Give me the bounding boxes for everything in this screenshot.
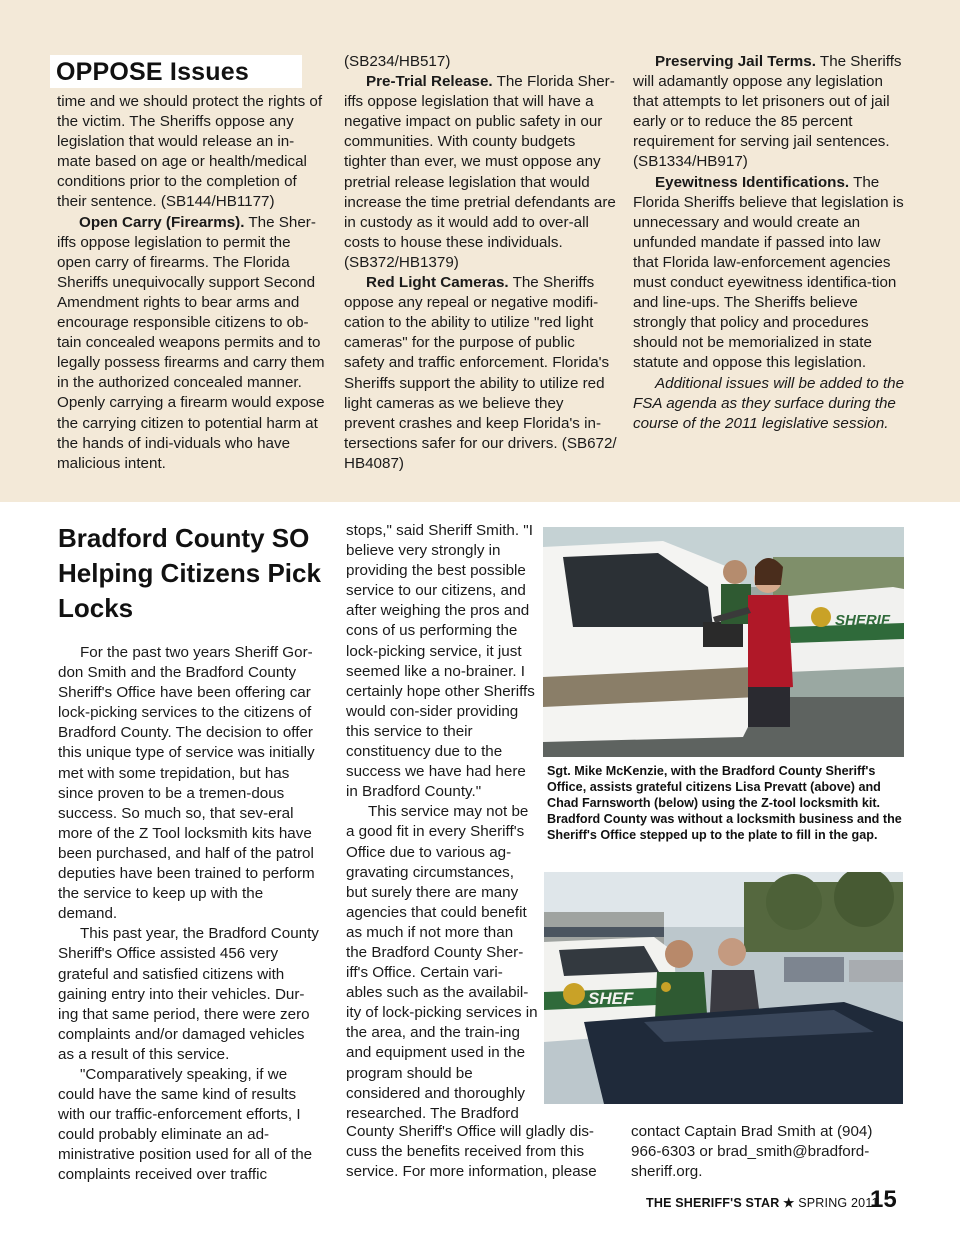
issue-season: SPRING 2011 — [798, 1196, 879, 1210]
article-column-2 — [346, 521, 538, 1124]
eyewitness-text: The Florida Sheriffs believe that legislation is unnecessary and would create an unfunded mandate if passed into law that Florida law-enforcement agencies must conduct eyewitness identifica-tion and line-ups. The Sheriffs believe strongly that policy and procedures should not be memorialized in state statute and oppose this legislation. — [633, 173, 904, 372]
open-carry-text: The Sher-iffs oppose legislation to permit the open carry of firearms. The Florida Sheriffs unequivocally support Second Amendment rights to bear arms and encourage responsible citizens to ob-tain concealed weapons permits and to legally possess firearms and carry them in the authorized concealed manner. Openly carrying a firearm would expose the carrying citizen to potential harm at the hands of indi-viduals who have malicious intent. — [57, 213, 325, 472]
oppose-paragraph — [633, 52, 909, 173]
additional-issues-note: Additional issues will be added to the FSA agenda as they surface during the course of the 2011 legislative session. — [633, 374, 905, 432]
oppose-paragraph — [57, 213, 325, 474]
photo-chad-farnsworth — [544, 872, 903, 1104]
star-icon: ★ — [783, 1196, 795, 1210]
footer-publication — [646, 1195, 879, 1210]
oppose-column-3 — [633, 52, 909, 434]
photo-caption: Sgt. Mike McKenzie, with the Bradford County Sheriff's Office, assists grateful citizens Lisa Prevatt (above) and Chad Farnsworth (below) using the Z-tool locksmith kit. Bradford County was without a locksmith business and the Sheriff's Office stepped up to the plate to fill in the gap. — [547, 764, 902, 842]
red-light-lead: Red Light Cameras. — [366, 274, 509, 292]
oppose-heading: OPPOSE Issues — [56, 58, 249, 86]
eyewitness-lead: Eyewitness Identifications. — [655, 173, 850, 191]
jail-terms-text: The Sheriffs will adamantly oppose any legislation that attempts to let prisoners out of jail early or to reduce the 85 percent requirement for serving jail sentences. (SB1334/HB917) — [633, 53, 902, 171]
article-paragraph: County Sheriff's Office will gladly dis-cuss the benefits received from this service. For more information, please — [346, 1123, 597, 1181]
red-light-text: The Sheriffs oppose any repeal or negative modifi-cation to the ability to utilize "red light cameras" for the purpose of public safety and traffic enforcement. Florida's Sheriffs support the ability to utilize red light cameras as we believe they prevent crashes and keep Florida's in-tersections safer for our drivers. (SB672/ HB4087) — [344, 274, 617, 472]
article-column-3 — [631, 1122, 901, 1182]
publication-name: THE SHERIFF'S STAR — [646, 1196, 780, 1210]
article-paragraph: For the past two years Sheriff Gor-don Smith and the Bradford County Sheriff's Office have been offering car lock-picking services to the citizens of Bradford County. The decision to offer this unique type of service was initially met with some trepidation, but has since proven to be a tremen-dous success. So much so, that sev-eral more of the Z Tool locksmith kits have been purchased, and half of the patrol deputies have been trained to perform the service to keep up with the demand. — [58, 644, 315, 923]
photo-lisa-prevatt — [543, 527, 904, 757]
car-sheriff-text: SHERIF — [835, 612, 891, 629]
article-paragraph: stops," said Sheriff Smith. "I believe very strongly in providing the best possible service to our citizens, and after weighing the pros and cons of us performing the lock-picking service, it just seemed like a no-brainer. I certainly hope other Sheriffs would con-sider providing this service to their constituency due to the success we have had here in Bradford County." — [346, 522, 535, 801]
oppose-paragraph — [633, 173, 909, 374]
article-column-1 — [58, 643, 324, 1186]
article-column-2-end — [346, 1122, 616, 1182]
article-title: Bradford County SO Helping Citizens Pick Locks — [58, 523, 321, 623]
article-paragraph: contact Captain Brad Smith at (904) 966-6303 or brad_smith@bradford-sheriff.org. — [631, 1123, 873, 1181]
article-paragraph: This past year, the Bradford County Sheriff's Office assisted 456 very grateful and satisfied citizens with gaining entry into their vehicles. Dur-ing that same period, there were zero complaints and/or damaged vehicles as a result of this service. — [58, 925, 319, 1063]
open-carry-lead: Open Carry (Firearms). — [79, 213, 245, 231]
oppose-column-1 — [57, 92, 325, 474]
oppose-paragraph: (SB234/HB517) — [344, 53, 451, 70]
oppose-paragraph — [344, 273, 618, 474]
article-paragraph: This service may not be a good fit in every Sheriff's Office due to various ag-gravating circumstances, but surely there are many agencies that could benefit as much if not more than the Bradford County Sher-iff's Office. Certain vari-ables such as the availabil-ity of lock-picking services in the area, and the train-ing and equipment used in the program should be considered and thoroughly researched. The Bradford — [346, 803, 538, 1122]
oppose-column-2 — [344, 52, 618, 474]
oppose-paragraph — [344, 72, 618, 273]
pretrial-text: The Florida Sher-iffs oppose legislation that will have a negative impact on public safety in our communities. With county budgets tighter than ever, we must oppose any pretrial release legislation that would increase the time pretrial defendants are in custody as it would add to over-all costs to house these individuals. (SB372/HB1379) — [344, 73, 616, 271]
oppose-paragraph: time and we should protect the rights of the victim. The Sheriffs oppose any legislation that would release an in-mate based on age or health/medical conditions prior to the completion of their sentence. (SB144/HB1177) — [57, 93, 323, 211]
article-paragraph: "Comparatively speaking, if we could have the same kind of results with our traffic-enforcement efforts, I could probably eliminate an ad-ministrative position used for all of the complaints received over traffic — [58, 1065, 313, 1184]
pretrial-lead: Pre-Trial Release. — [366, 73, 493, 91]
page-number: 15 — [870, 1186, 897, 1213]
jail-terms-lead: Preserving Jail Terms. — [655, 53, 816, 70]
car-sheriff-text: SHEF — [588, 989, 634, 1008]
